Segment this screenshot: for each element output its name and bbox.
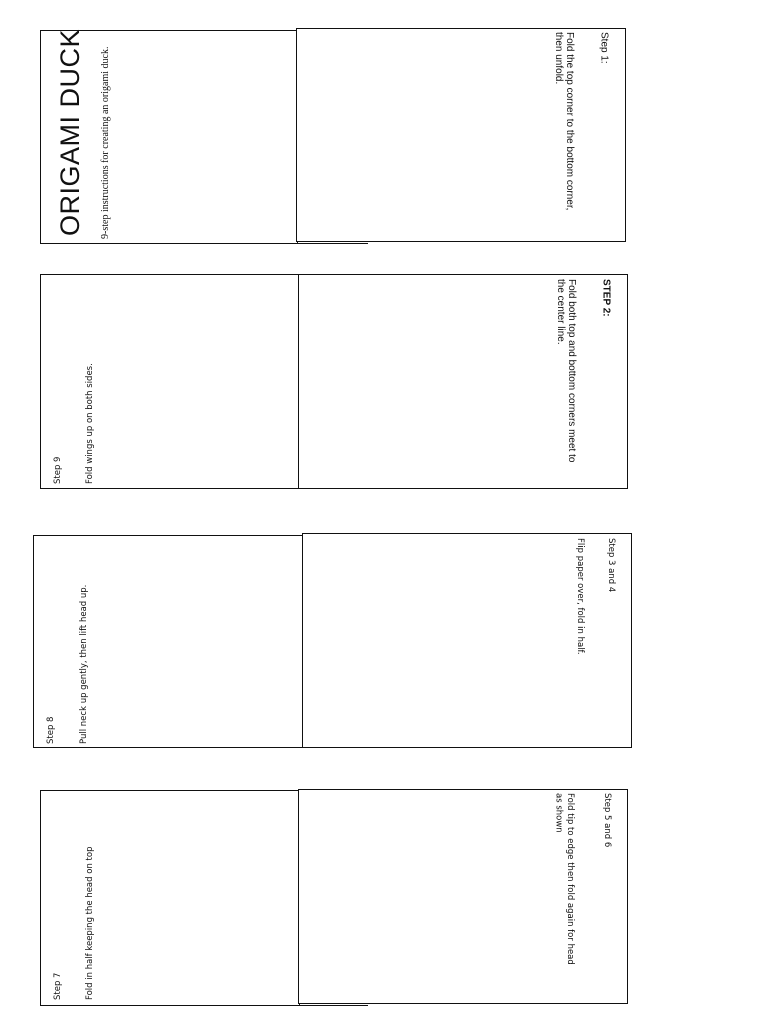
step-1-heading: Step 1: — [598, 32, 610, 64]
step-2-text-line2: the center line. — [555, 279, 566, 345]
subtitle-text: 9-step instructions for creating an origami duck. — [100, 46, 111, 239]
step-2-panel — [298, 274, 628, 489]
step-5-6-text-line2: as shown — [553, 793, 564, 833]
step-5-6-text — [552, 793, 575, 965]
step-3-4-heading: Step 3 and 4 — [605, 538, 616, 593]
step-3-4-text: Flip paper over, fold in half. — [574, 538, 585, 655]
page-title: ORIGAMI DUCK — [55, 28, 85, 236]
step-7-panel — [40, 790, 300, 1006]
step-5-6-text-line1: Fold tip to edge then fold again for head — [564, 793, 575, 965]
divider-line — [298, 1005, 368, 1006]
step-2-text-line1: Fold both top and bottom corners meet to — [566, 279, 577, 463]
step-1-text-line1: Fold the top corner to the bottom corner, — [564, 32, 575, 211]
page-subtitle — [100, 34, 128, 239]
step-9-panel — [40, 274, 300, 489]
step-9-heading: Step 9 — [53, 456, 63, 484]
step-8-text: Pull neck up gently, then lift head up. — [79, 584, 89, 744]
step-5-6-heading: Step 5 and 6 — [601, 793, 612, 848]
step-2-heading: STEP 2: — [600, 279, 612, 317]
step-1-panel — [296, 28, 626, 242]
step-8-panel — [33, 535, 303, 748]
step-7-heading: Step 7 — [53, 972, 63, 1000]
step-1-text — [553, 32, 575, 210]
step-9-text: Fold wings up on both sides. — [85, 363, 95, 484]
step-7-text: Fold in half keeping the head on top — [85, 846, 95, 1000]
step-1-text-line2: then unfold. — [553, 32, 564, 85]
step-5-6-panel — [298, 789, 628, 1004]
step-8-heading: Step 8 — [46, 716, 56, 744]
step-2-text — [555, 279, 577, 462]
divider-line — [296, 243, 368, 244]
